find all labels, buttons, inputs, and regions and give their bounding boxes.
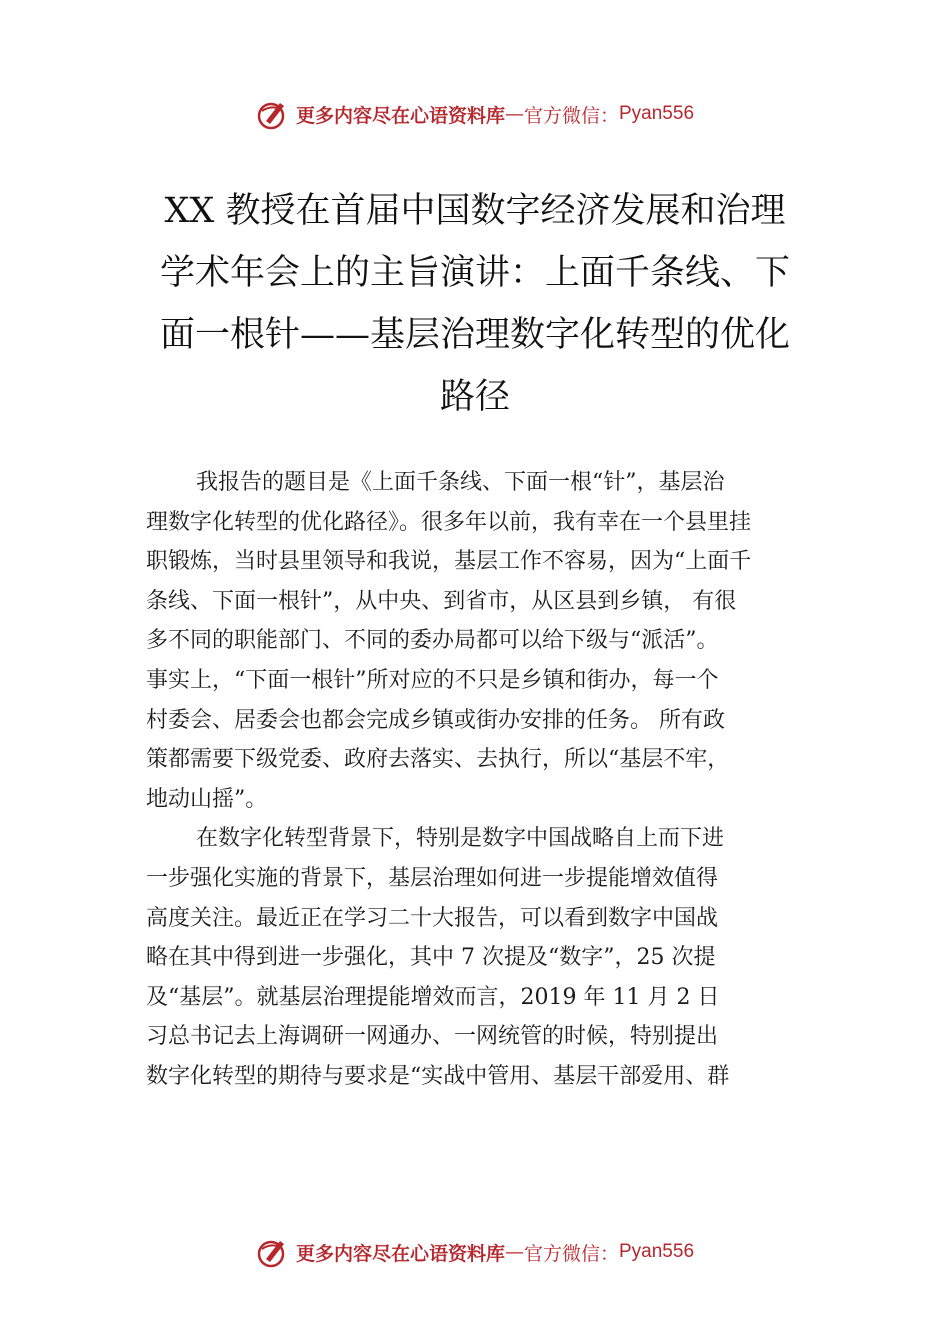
body-line: 理数字化转型的优化路径》。很多年以前，我有幸在一个县里挂 [146, 509, 752, 535]
banner-wechat-label: 官方微信： [523, 104, 619, 127]
body-line: 习总书记去上海调研一网通办、一网统管的时候，特别提出 [146, 1024, 719, 1050]
body-line: 村委会、居委会也都会完成乡镇或街办安排的任务。 所有政 [146, 707, 725, 733]
body-line: 条线、下面一根针”，从中央、到省市，从区县到乡镇， 有很 [146, 588, 737, 614]
body-line: 事实上，“下面一根针”所对应的不只是乡镇和街办，每一个 [146, 667, 719, 693]
banner-dash: — [504, 103, 524, 125]
body-line: 及“基层”。就基层治理提能增效而言，2019 年 11 月 2 日 [146, 984, 720, 1010]
body-line: 地动山摇”。 [146, 786, 268, 812]
body-line: 我报告的题目是《上面千条线、下面一根“针”，基层治 [196, 470, 725, 495]
banner-wechat-id: Pyan556 [619, 1241, 695, 1262]
title-line: 面一根针——基层治理数字化转型的优化 [159, 315, 790, 355]
document-body [146, 463, 814, 1097]
banner-text: 更多内容尽在心语资料库 [295, 1242, 505, 1265]
title-line: 路径 [439, 377, 510, 417]
body-line: 略在其中得到进一步强化，其中 7 次提及“数字”，25 次提 [146, 945, 716, 971]
brand-logo-icon [256, 1235, 290, 1269]
banner-dash: — [504, 1241, 524, 1263]
title-line: 学术年会上的主旨演讲：上面千条线、下 [159, 253, 790, 293]
body-line: 在数字化转型背景下，特别是数字中国战略自上而下进 [196, 826, 725, 852]
body-line: 策都需要下级党委、政府去落实、去执行，所以“基层不牢， [146, 747, 730, 773]
brand-logo-icon [256, 97, 290, 131]
banner-text: 更多内容尽在心语资料库 [295, 104, 505, 127]
body-line: 一步强化实施的背景下，基层治理如何进一步提能增效值得 [146, 865, 719, 891]
body-line: 多不同的职能部门、不同的委办局都可以给下级与“派活”。 [146, 628, 719, 654]
document-title [150, 180, 800, 428]
banner-wechat-label: 官方微信： [523, 1242, 619, 1265]
footer-watermark-banner [0, 1232, 950, 1272]
body-line: 数字化转型的期待与要求是“实战中管用、基层干部爱用、群 [146, 1063, 730, 1089]
body-line: 高度关注。最近正在学习二十大报告，可以看到数字中国战 [146, 905, 719, 931]
header-watermark-banner [0, 94, 950, 134]
body-line: 职锻炼，当时县里领导和我说，基层工作不容易，因为“上面千 [146, 549, 752, 575]
title-line: XX 教授在首届中国数字经济发展和治理 [164, 191, 786, 231]
banner-wechat-id: Pyan556 [619, 103, 695, 124]
